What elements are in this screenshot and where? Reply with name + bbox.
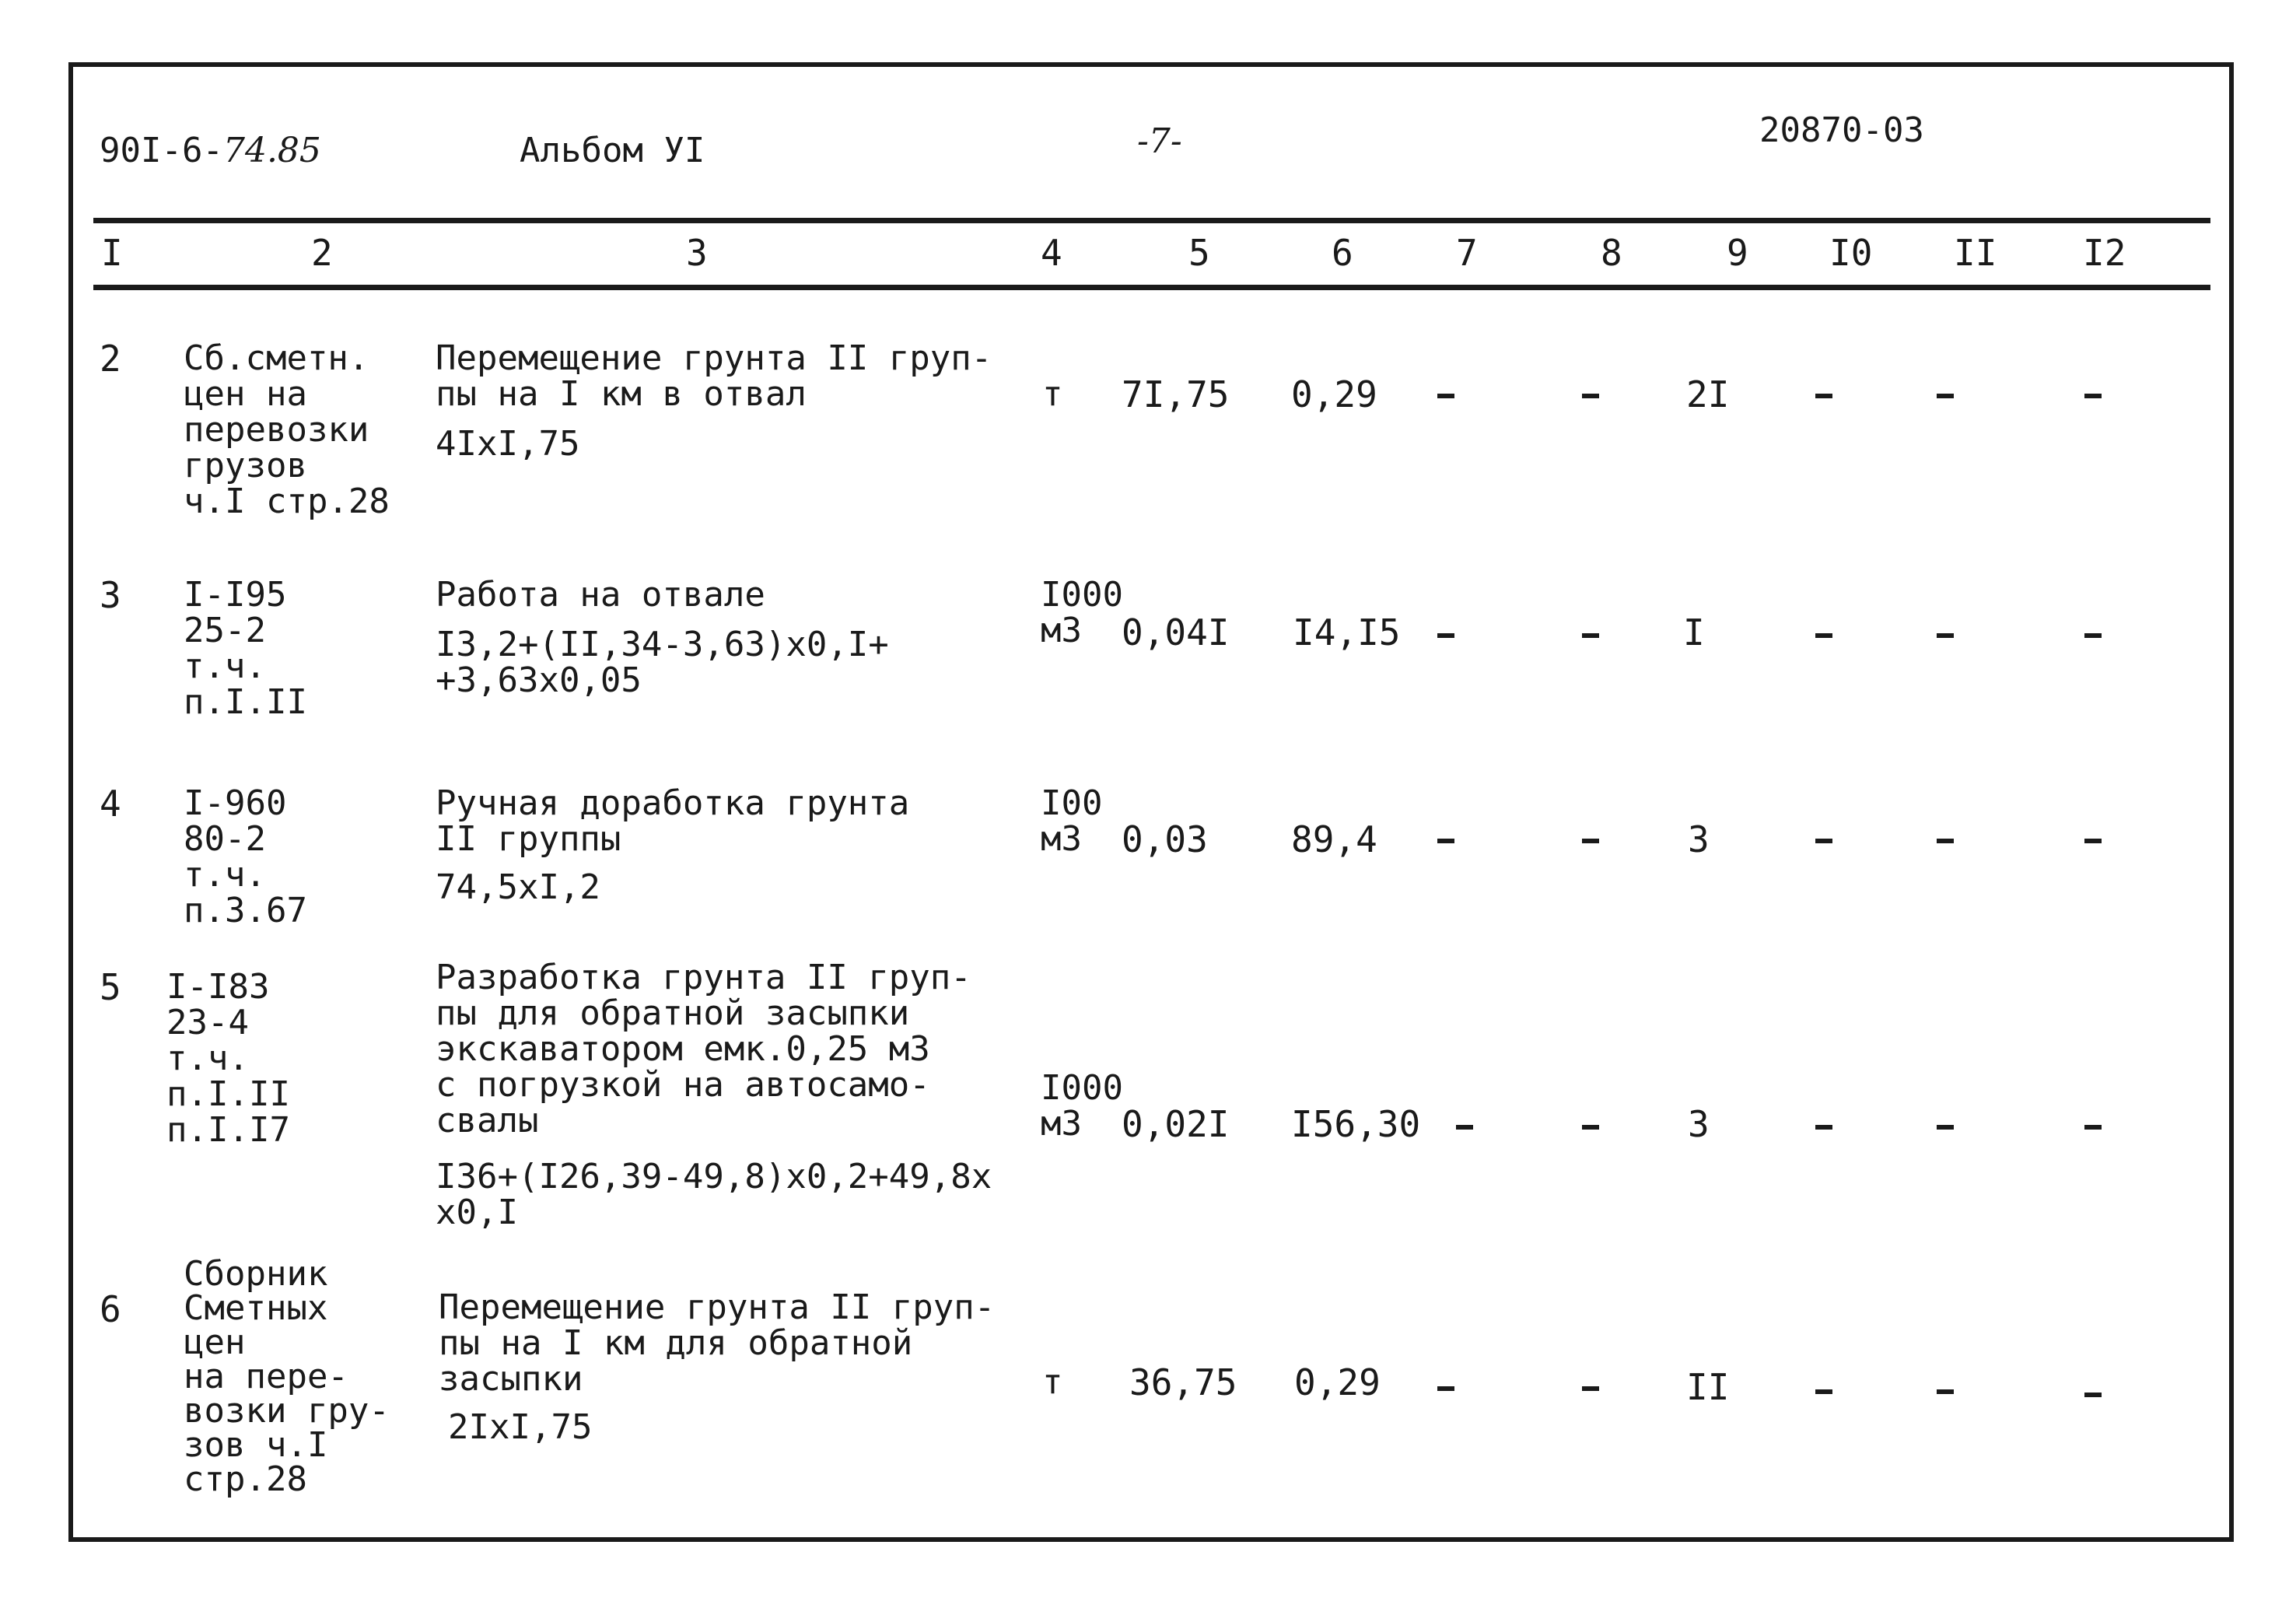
row-col10-dash bbox=[1815, 839, 1832, 843]
row-col11-dash bbox=[1937, 1125, 1954, 1130]
row-unit: I00 м3 bbox=[1041, 783, 1103, 859]
column-header-3: 3 bbox=[686, 232, 708, 274]
header-bottom-rule bbox=[93, 285, 2210, 290]
row-description: Перемещение грунта II груп- пы на I км для обратной засыпки bbox=[439, 1287, 996, 1399]
row-quantity: 0,04I bbox=[1122, 611, 1230, 653]
row-unit: I000 м3 bbox=[1041, 1068, 1123, 1144]
row-number: 6 bbox=[100, 1288, 121, 1330]
column-header-11: II bbox=[1954, 232, 1997, 274]
row-col11-dash bbox=[1937, 839, 1954, 843]
row-col11-dash bbox=[1937, 633, 1954, 638]
row-col7-dash bbox=[1437, 633, 1454, 638]
row-source: Сб.сметн. цен на перевозки грузов ч.I стр.28 bbox=[184, 338, 390, 521]
row-col10-dash bbox=[1815, 1389, 1832, 1394]
row-price: 0,29 bbox=[1291, 373, 1377, 415]
row-col7-dash bbox=[1437, 839, 1454, 843]
row-col8-dash bbox=[1582, 1125, 1599, 1130]
column-header-9: 9 bbox=[1727, 232, 1748, 274]
row-description: Ручная доработка грунта II группы bbox=[436, 783, 910, 859]
column-header-10: I0 bbox=[1829, 232, 1873, 274]
row-unit: т bbox=[1042, 1362, 1063, 1402]
column-header-7: 7 bbox=[1456, 232, 1478, 274]
row-col10-dash bbox=[1815, 633, 1832, 638]
row-description: Работа на отвале bbox=[436, 575, 765, 615]
row-price: I56,30 bbox=[1291, 1103, 1421, 1145]
row-col12-dash bbox=[2084, 1393, 2102, 1397]
row-formula: I3,2+(II,34-3,63)x0,I+ +3,63x0,05 bbox=[436, 625, 889, 700]
row-unit: т bbox=[1042, 374, 1063, 414]
row-description: Перемещение грунта II груп- пы на I км в отвал bbox=[436, 338, 992, 414]
row-number: 4 bbox=[100, 783, 121, 825]
row-price: 89,4 bbox=[1291, 818, 1377, 860]
row-formula: 4IxI,75 bbox=[436, 424, 580, 464]
row-source: I-I95 25-2 т.ч. п.I.II bbox=[184, 575, 307, 722]
row-col10-dash bbox=[1815, 1125, 1832, 1130]
row-col7-dash bbox=[1437, 1386, 1454, 1391]
document-code-prefix: 90I-6- bbox=[100, 131, 223, 170]
row-col12-dash bbox=[2084, 839, 2102, 843]
page-number: -7- bbox=[1137, 121, 1182, 161]
doc-number: 20870-03 bbox=[1759, 110, 1924, 150]
row-col7-dash bbox=[1437, 394, 1454, 398]
row-col8-dash bbox=[1582, 394, 1599, 398]
column-header-2: 2 bbox=[311, 232, 333, 274]
row-col12-dash bbox=[2084, 394, 2102, 398]
row-quantity: 0,03 bbox=[1122, 818, 1208, 860]
header-top-rule bbox=[93, 218, 2210, 223]
row-col8-dash bbox=[1582, 633, 1599, 638]
document-code-handwritten: 74.85 bbox=[222, 131, 321, 170]
row-source: I-I83 23-4 т.ч. п.I.II п.I.I7 bbox=[166, 967, 290, 1150]
row-col12-dash bbox=[2084, 633, 2102, 638]
row-col9: 3 bbox=[1688, 818, 1710, 860]
row-number: 2 bbox=[100, 338, 121, 380]
row-formula: I36+(I26,39-49,8)x0,2+49,8x x0,I bbox=[436, 1157, 992, 1232]
row-col9: 3 bbox=[1688, 1103, 1710, 1145]
column-header-8: 8 bbox=[1601, 232, 1622, 274]
row-col7-dash bbox=[1456, 1125, 1473, 1130]
document-code bbox=[100, 131, 321, 170]
row-quantity: 0,02I bbox=[1122, 1103, 1230, 1145]
row-col8-dash bbox=[1582, 1386, 1599, 1391]
row-col12-dash bbox=[2084, 1125, 2102, 1130]
column-header-1: I bbox=[101, 232, 123, 274]
row-col11-dash bbox=[1937, 1389, 1954, 1394]
row-col9: II bbox=[1686, 1366, 1730, 1408]
row-col10-dash bbox=[1815, 394, 1832, 398]
row-col8-dash bbox=[1582, 839, 1599, 843]
row-unit: I000 м3 bbox=[1041, 575, 1123, 650]
row-source: I-960 80-2 т.ч. п.3.67 bbox=[184, 783, 307, 930]
row-number: 5 bbox=[100, 966, 121, 1008]
row-number: 3 bbox=[100, 574, 121, 616]
album-title: Альбом УI bbox=[520, 131, 705, 170]
column-header-6: 6 bbox=[1332, 232, 1353, 274]
row-quantity: 36,75 bbox=[1129, 1361, 1237, 1403]
column-header-12: I2 bbox=[2083, 232, 2126, 274]
row-price: 0,29 bbox=[1294, 1361, 1381, 1403]
row-formula: 74,5xI,2 bbox=[436, 867, 600, 907]
row-formula: 2IxI,75 bbox=[448, 1407, 593, 1447]
row-price: I4,I5 bbox=[1293, 611, 1401, 653]
row-source: Сборник Сметных цен на перe- возки гру- зов ч.I стр.28 bbox=[184, 1254, 390, 1499]
column-header-4: 4 bbox=[1041, 232, 1062, 274]
row-description: Разработка грунта II груп- пы для обратной засыпки экскаватором емк.0,25 м3 с погрузкой на автосамо- свалы bbox=[436, 958, 971, 1140]
row-quantity: 7I,75 bbox=[1122, 373, 1230, 415]
row-col11-dash bbox=[1937, 394, 1954, 398]
row-col9: I bbox=[1683, 611, 1705, 653]
row-col9: 2I bbox=[1686, 373, 1730, 415]
column-header-5: 5 bbox=[1188, 232, 1210, 274]
